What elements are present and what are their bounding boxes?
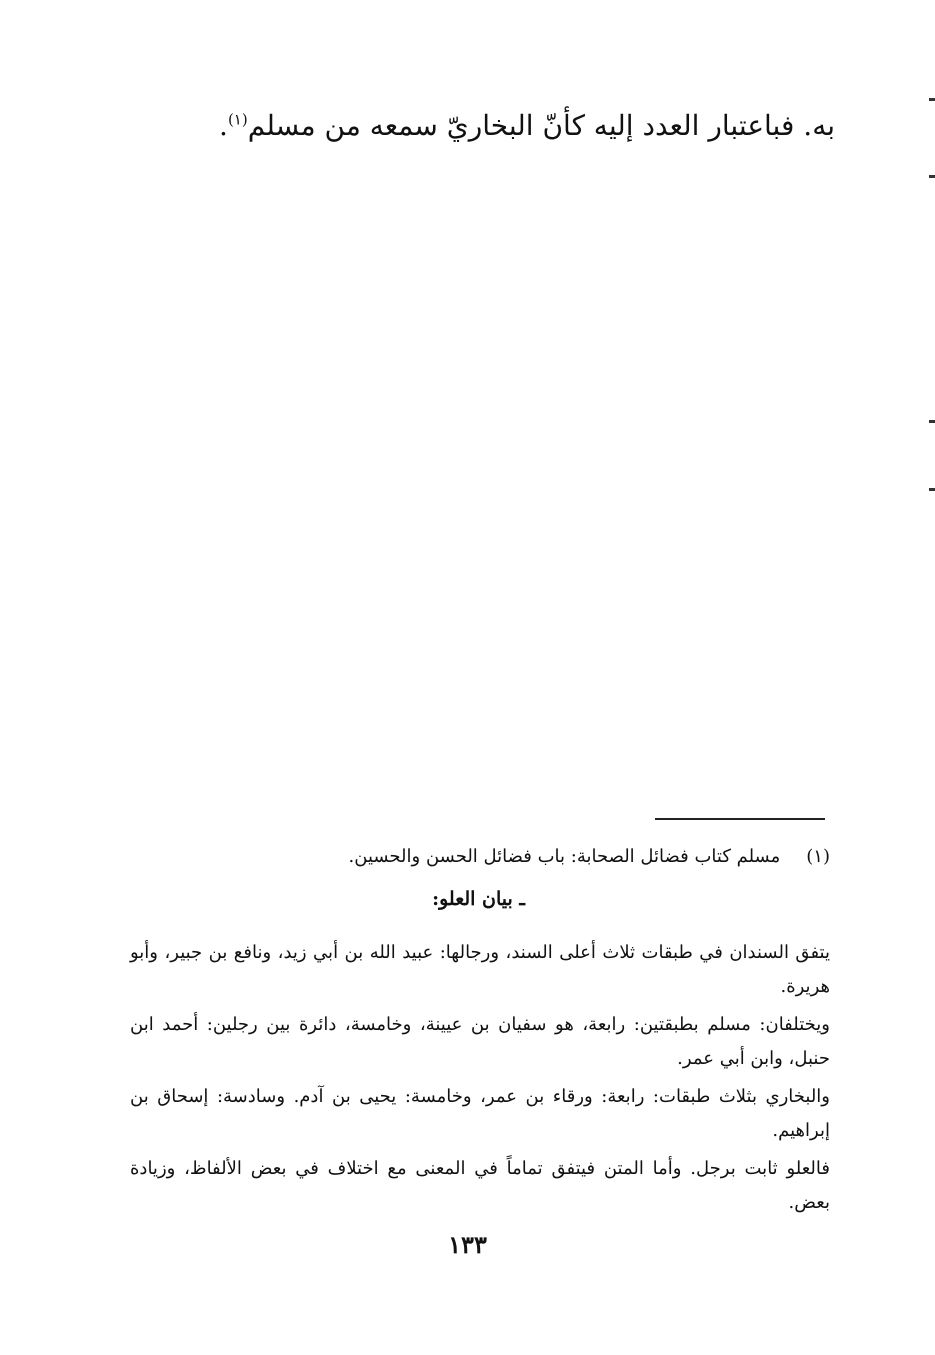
page-number: ١٣٣: [448, 1230, 487, 1259]
footnote-number: (١): [806, 846, 830, 867]
footnote-text: مسلم كتاب فضائل الصحابة: باب فضائل الحسن والحسين.: [348, 846, 781, 867]
footnote: [230, 840, 830, 874]
paragraph: فالعلو ثابت برجل. وأما المتن فيتفق تماماً في المعنى مع اختلاف في بعض الألفاظ، وزيادة بعض.: [130, 1158, 830, 1213]
paragraph: ويختلفان: مسلم بطبقتين: رابعة، هو سفيان بن عيينة، وخامسة، دائرة بين رجلين: أحمد ابن حنبل، وابن أبي عمر.: [130, 1014, 830, 1069]
main-text: به. فباعتبار العدد إليه كأنّ البخاريّ سمعه من مسلم: [247, 109, 835, 142]
paragraph: والبخاري بثلاث طبقات: رابعة: ورقاء بن عمر، وخامسة: يحيى بن آدم. وسادسة: إسحاق بن إبراهيم.: [130, 1086, 830, 1141]
edge-mark: [929, 488, 935, 491]
section-heading: ـ بيان العلو:: [432, 888, 525, 910]
paragraph: يتفق السندان في طبقات ثلاث أعلى السند، ورجالها: عبيد الله بن أبي زيد، ونافع بن جبير، وأبو هريرة.: [130, 942, 830, 997]
edge-mark: [929, 420, 935, 423]
footnote-separator: [655, 818, 825, 820]
footnote-reference[interactable]: (١): [227, 110, 248, 129]
main-text-line: [195, 100, 835, 152]
edge-mark: [929, 175, 935, 178]
main-text-end: .: [219, 109, 228, 142]
edge-mark: [929, 98, 935, 101]
section-content: [130, 936, 830, 1224]
